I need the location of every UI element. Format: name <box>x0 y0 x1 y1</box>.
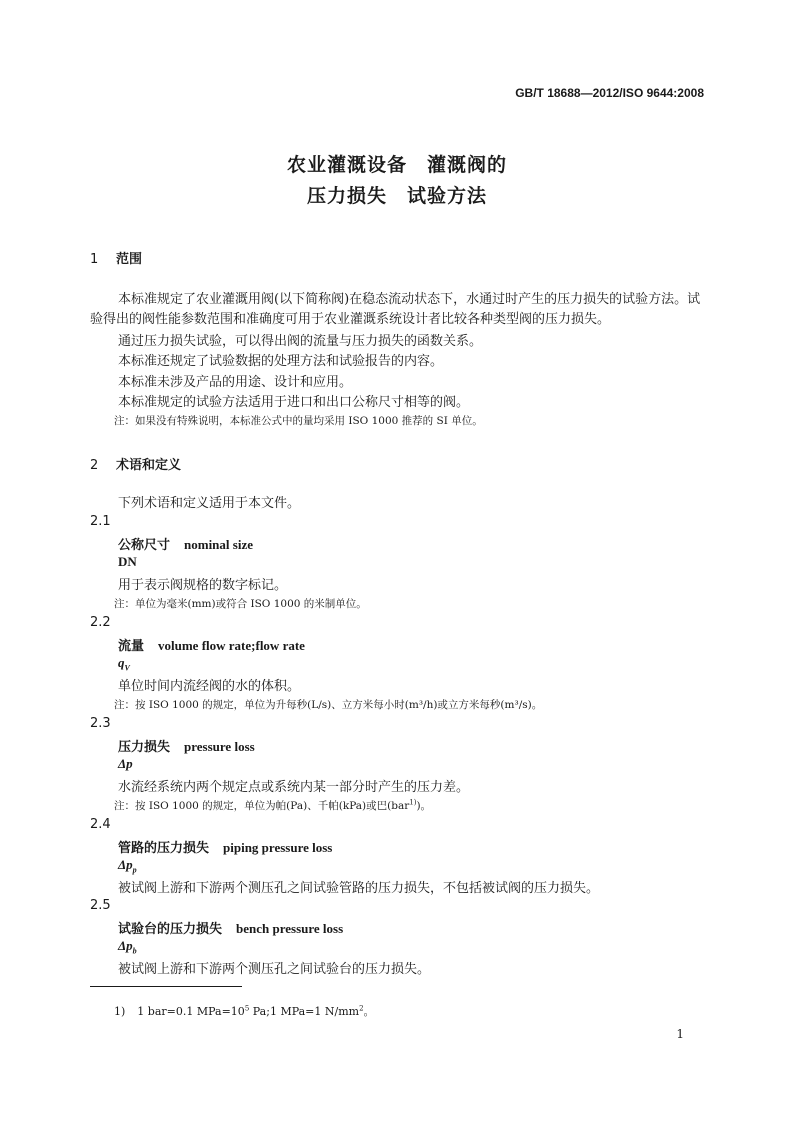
page-title-line2: 压力损失 试验方法 <box>306 185 487 207</box>
term-definition: 用于表示阀规格的数字标记。 <box>118 578 288 593</box>
term-symbol: $\Delta p_b$ <box>118 938 137 956</box>
term-symbol: $q_V$ <box>118 655 130 673</box>
term-definition: 被试阀上游和下游两个测压孔之间试验台的压力损失。 <box>118 962 431 977</box>
term-heading: 管路的压力损失 piping pressure loss <box>118 840 333 856</box>
term-definition: 单位时间内流经阀的水的体积。 <box>118 679 301 694</box>
term-number: 2.1 <box>90 514 111 529</box>
term-definition: 被试阀上游和下游两个测压孔之间试验管路的压力损失，不包括被试阀的压力损失。 <box>118 881 600 896</box>
section-number: 1 <box>90 252 99 267</box>
term-heading: 试验台的压力损失 bench pressure loss <box>118 921 344 937</box>
term-symbol: Δp <box>118 756 133 771</box>
scope-paragraph-5: 本标准规定的试验方法适用于进口和出口公称尺寸相等的阀。 <box>118 395 470 410</box>
scope-paragraph-1: 本标准规定了农业灌溉用阀(以下简称阀)在稳态流动状态下，水通过时产生的压力损失的试验方法。试验得出的阀性能参数范围和准确度可用于农业灌溉系统设计者比较各种类型阀的压力损失。 <box>90 292 701 327</box>
section-number: 2 <box>90 458 99 473</box>
scope-paragraph-3: 本标准还规定了试验数据的处理方法和试验报告的内容。 <box>118 354 444 369</box>
term-number: 2.4 <box>90 817 111 832</box>
term-number: 2.5 <box>90 898 111 913</box>
section-title: 术语和定义 <box>116 458 182 473</box>
page-title-line1: 农业灌溉设备 灌溉阀的 <box>286 154 507 176</box>
term-number: 2.3 <box>90 716 111 731</box>
footnote: 1) 1 bar=0.1 $MPa=10^5$ Pa;1 MPa=1 $N/mm^2$。 <box>114 1004 375 1018</box>
term-heading: 压力损失 pressure loss <box>118 739 255 755</box>
section-title: 范围 <box>116 252 143 267</box>
term-heading: 流量 volume flow rate;flow rate <box>118 638 305 654</box>
scope-note: 注：如果没有特殊说明，本标准公式中的量均采用 ISO 1000 推荐的 SI 单位。 <box>114 415 483 427</box>
terms-intro: 下列术语和定义适用于本文件。 <box>118 496 301 511</box>
term-number: 2.2 <box>90 615 111 630</box>
term-note: 注：按 ISO 1000 的规定，单位为帕(Pa)、千帕(kPa)或巴(bar$^{1)}$)。 <box>114 798 432 812</box>
section-1-heading <box>90 248 142 267</box>
scope-paragraph-4: 本标准未涉及产品的用途、设计和应用。 <box>118 375 353 390</box>
standard-code: GB/T 18688—2012/ISO 9644:2008 <box>515 86 704 100</box>
term-note: 注：单位为毫米(mm)或符合 ISO 1000 的米制单位。 <box>114 598 367 610</box>
term-note: 注：按 ISO 1000 的规定，单位为升每秒(L/s)、立方米每小时(m³/h)或立方米每秒(m³/s)。 <box>114 699 543 711</box>
term-heading: 公称尺寸 nominal size <box>118 537 253 553</box>
term-definition: 水流经系统内两个规定点或系统内某一部分时产生的压力差。 <box>118 780 470 795</box>
page-number: 1 <box>676 1027 684 1041</box>
scope-paragraph-2: 通过压力损失试验，可以得出阀的流量与压力损失的函数关系。 <box>118 334 483 349</box>
term-symbol: DN <box>118 554 137 569</box>
section-2-heading <box>90 454 181 473</box>
term-symbol: $\Delta p_p$ <box>118 857 137 875</box>
footnote-rule <box>90 986 242 987</box>
